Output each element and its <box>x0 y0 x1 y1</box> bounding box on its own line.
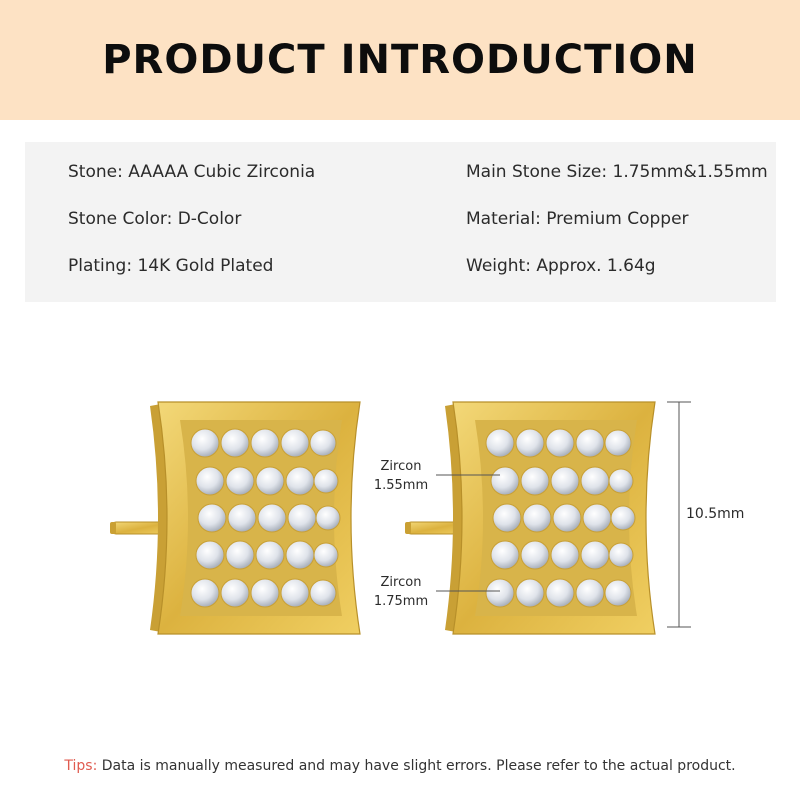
spec-plating: Plating: 14K Gold Plated <box>68 256 274 276</box>
tips-text: Data is manually measured and may have slight errors. Please refer to the actual product. <box>97 758 736 774</box>
spec-stone: Stone: AAAAA Cubic Zirconia <box>68 162 316 182</box>
spec-material: Material: Premium Copper <box>466 209 689 229</box>
zircon-small-name: Zircon <box>380 459 422 474</box>
zircon-large-size: 1.75mm <box>373 594 429 609</box>
height-label: 10.5mm <box>686 506 745 522</box>
tips-note <box>0 758 800 774</box>
tips-label: Tips: <box>64 758 98 774</box>
zircon-large-name: Zircon <box>380 575 422 590</box>
spec-main-stone-size: Main Stone Size: 1.75mm&1.55mm <box>466 162 768 182</box>
spec-weight: Weight: Approx. 1.64g <box>466 256 656 276</box>
zircon-small-label <box>366 457 436 495</box>
zircon-large-label <box>366 573 436 611</box>
spec-stone-color: Stone Color: D-Color <box>68 209 242 229</box>
page-title: PRODUCT INTRODUCTION <box>102 37 698 83</box>
zircon-small-size: 1.55mm <box>373 478 429 493</box>
